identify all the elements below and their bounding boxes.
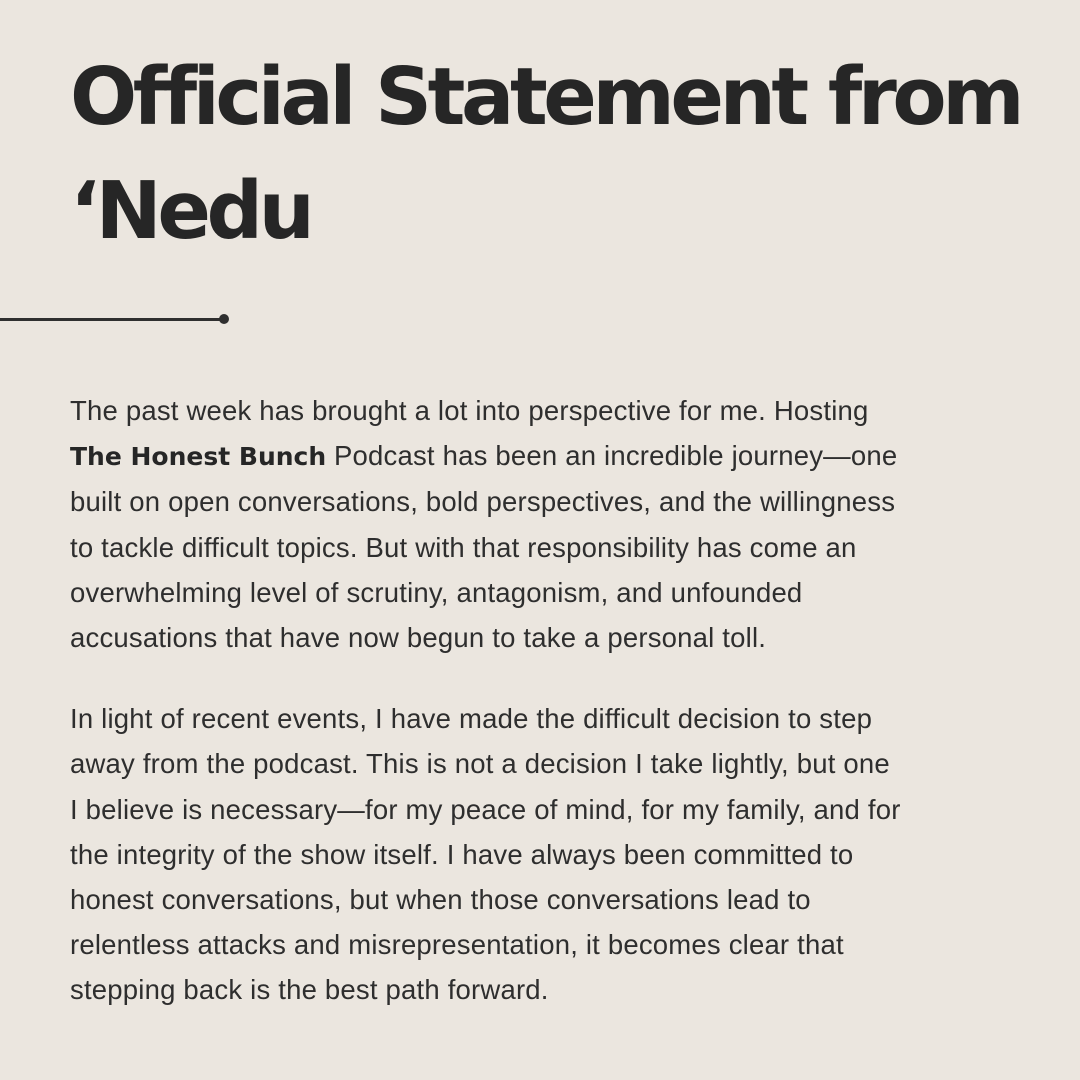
paragraph-line: In light of recent events, I have made the difficult decision to step — [70, 703, 873, 735]
statement-body — [70, 388, 1030, 1013]
podcast-name: The Honest Bunch — [70, 442, 327, 472]
paragraph-line: built on open conversations, bold perspectives, and the willingness — [70, 486, 896, 518]
paragraph-1 — [70, 388, 1030, 660]
paragraph-line: the integrity of the show itself. I have always been committed to — [70, 838, 854, 870]
paragraph-line: stepping back is the best path forward. — [70, 974, 549, 1006]
paragraph-line: overwhelming level of scrutiny, antagonism, and unfounded — [70, 576, 803, 608]
title-line: ‘Nedu — [70, 165, 311, 257]
paragraph-line: relentless attacks and misrepresentation, it becomes clear that — [70, 929, 844, 961]
divider-dot — [219, 314, 229, 324]
paragraph-line: away from the podcast. This is not a decision I take lightly, but one — [70, 748, 890, 780]
paragraph-line: honest conversations, but when those conversations lead to — [70, 884, 811, 916]
paragraph-line-rest: Podcast has been an incredible journey—one — [326, 440, 898, 472]
statement-title — [70, 40, 1060, 268]
paragraph-line: The past week has brought a lot into perspective for me. Hosting — [70, 395, 869, 426]
paragraph-line: I believe is necessary—for my peace of mind, for my family, and for — [70, 793, 901, 825]
divider-line — [0, 318, 224, 321]
paragraph-line: accusations that have now begun to take a personal toll. — [70, 622, 767, 654]
paragraph-line: to tackle difficult topics. But with that responsibility has come an — [70, 531, 857, 563]
paragraph-2 — [70, 696, 1030, 1012]
title-line: Official Statement from — [70, 51, 1021, 143]
paragraph-line — [70, 433, 1030, 479]
